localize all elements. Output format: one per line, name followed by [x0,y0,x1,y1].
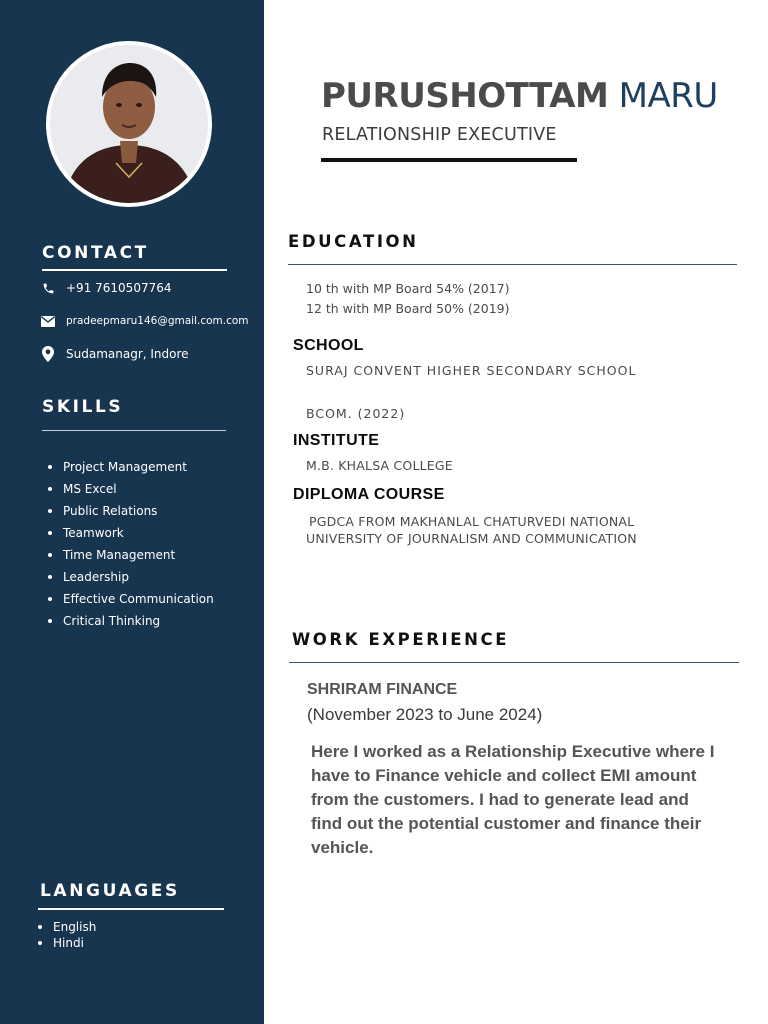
avatar [46,41,212,207]
languages-divider [38,908,224,910]
first-name: PURUSHOTTAM [321,76,609,116]
school-name: SURAJ CONVENT HIGHER SECONDARY SCHOOL [306,363,637,378]
skill-item: Time Management [48,544,214,566]
school-heading: SCHOOL [293,337,364,354]
degree: BCOM. (2022) [306,406,406,421]
skill-item: Leadership [48,566,214,588]
employment-period: (November 2023 to June 2024) [307,705,543,724]
work-divider [289,662,739,663]
skill-item: Effective Communication [48,588,214,610]
contact-address [40,346,189,362]
contact-divider [42,269,227,271]
job-title: RELATIONSHIP EXECUTIVE [322,125,557,145]
contact-phone-text[interactable]: +91 7610507764 [66,281,172,295]
education-line: 12 th with MP Board 50% (2019) [306,301,510,316]
skill-item: MS Excel [48,478,214,500]
skills-heading: SKILLS [42,397,124,417]
map-pin-icon [40,346,56,362]
contact-email-text[interactable]: pradeepmaru146@gmail.com.com [66,315,249,327]
skill-item: Public Relations [48,500,214,522]
envelope-icon [40,313,56,329]
last-name: MARU [618,76,718,116]
sidebar [0,0,264,1024]
work-experience-heading: WORK EXPERIENCE [292,630,510,649]
skill-item: Teamwork [48,522,214,544]
diploma-line: PGDCA FROM MAKHANLAL CHATURVEDI NATIONAL [309,514,635,529]
diploma-heading: DIPLOMA COURSE [293,486,445,503]
education-heading: EDUCATION [288,232,419,251]
description-line: from the customers. I had to generate lead and [311,790,689,809]
contact-email [40,313,249,329]
skill-item: Critical Thinking [48,610,214,632]
contact-heading: CONTACT [42,243,149,263]
education-line: 10 th with MP Board 54% (2017) [306,281,510,296]
languages-heading: LANGUAGES [40,881,180,901]
diploma-line: UNIVERSITY OF JOURNALISM AND COMMUNICATION [306,531,637,546]
language-item: English [38,919,96,935]
contact-address-text: Sudamanagr, Indore [66,347,189,361]
description-line: have to Finance vehicle and collect EMI amount [311,766,697,785]
skills-divider [42,430,226,431]
education-divider [288,264,737,265]
skills-list [48,456,214,632]
title-underline [321,158,577,162]
contact-phone [40,280,172,296]
profile-photo [50,45,208,203]
job-description [311,740,741,860]
company-name: SHRIRAM FINANCE [307,681,458,698]
skill-item: Project Management [48,456,214,478]
language-item: Hindi [38,935,96,951]
description-line: find out the potential customer and finance their [311,814,702,833]
description-line: vehicle. [311,838,374,857]
phone-icon [40,280,56,296]
languages-list [38,919,96,951]
institute-heading: INSTITUTE [293,432,380,449]
description-line: Here I worked as a Relationship Executive where I [311,742,715,761]
full-name [321,76,718,116]
institute-name: M.B. KHALSA COLLEGE [306,458,453,473]
